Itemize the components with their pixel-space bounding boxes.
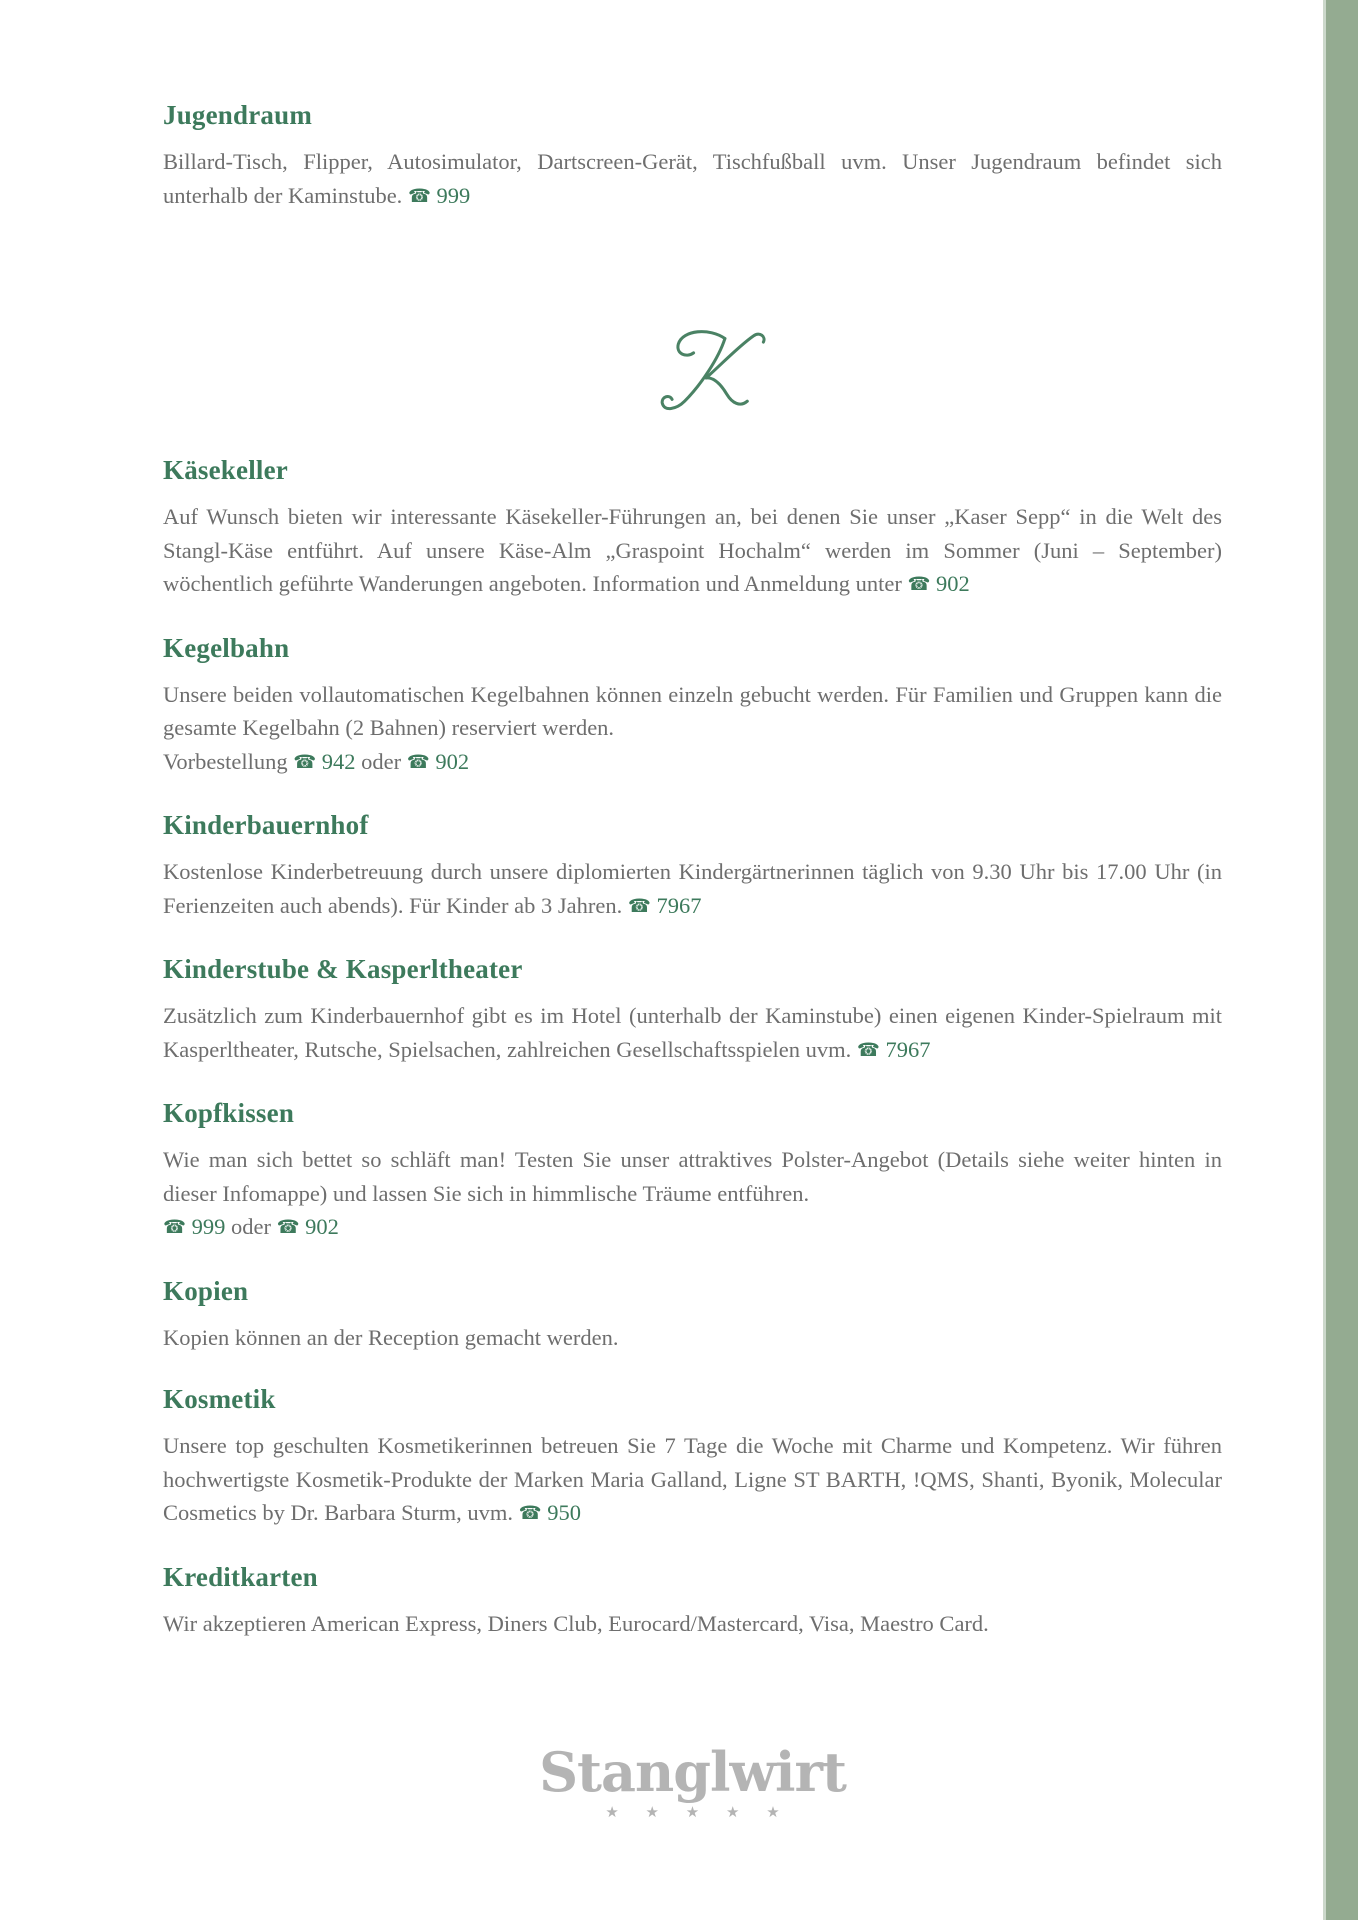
sections-before-divider (163, 99, 1222, 214)
section-title: Kegelbahn (163, 632, 290, 663)
hotel-logo: Stanglwirt (539, 1740, 846, 1804)
paragraph-line (163, 678, 1222, 745)
section-title: Kopfkissen (163, 1098, 295, 1128)
body-text: Kopien können an der Reception gemacht werden. (163, 1324, 619, 1350)
phone-number: 999 (436, 182, 471, 208)
body-text: Vorbestellung (163, 748, 294, 774)
body-text: oder (225, 1214, 277, 1239)
section-title: Kreditkarten (163, 1561, 318, 1592)
telephone-icon: ☎ (163, 1217, 186, 1238)
section-body (163, 145, 1222, 214)
section-title: Kinderbauernhof (163, 810, 369, 840)
paragraph-line (163, 999, 1222, 1068)
five-stars: ★ ★ ★ ★ ★ (605, 1803, 791, 1821)
phone-number: 7967 (885, 1036, 931, 1062)
letter-divider (163, 326, 1222, 425)
phone-extension (408, 183, 470, 208)
section (163, 1097, 1222, 1246)
section-body (163, 500, 1222, 603)
phone-extension (907, 571, 969, 596)
paragraph-line (163, 500, 1222, 603)
section-body (163, 999, 1222, 1068)
phone-number: 950 (547, 1500, 581, 1525)
section (163, 454, 1222, 603)
telephone-icon: ☎ (406, 751, 430, 773)
phone-extension (407, 749, 469, 774)
paragraph-line (163, 745, 1222, 781)
phone-extension (519, 1500, 581, 1525)
section-body (163, 855, 1222, 924)
phone-number: 7967 (656, 892, 702, 918)
telephone-icon: ☎ (518, 1503, 542, 1524)
body-text: Unsere top geschulten Kosmetikerinnen betreuen Sie 7 Tage die Woche mit Charme und Kompetenz. Wir führen hochwertigste Kosmetik-Produkte der Marken Maria Galland, Ligne ST BARTH, !QMS, Shanti, Byonik, Molecular Cosmetics by Dr. Barbara Sturm, uvm. (163, 1433, 1222, 1525)
telephone-icon: ☎ (407, 185, 431, 207)
body-text: Billard-Tisch, Flipper, Autosimulator, Dartscreen-Gerät, Tischfußball uvm. Unser Jugendraum befindet sich unterhalb der Kaminstube. (163, 149, 1222, 208)
paragraph-line (163, 855, 1222, 924)
paragraph-line (163, 1607, 1222, 1641)
telephone-icon: ☎ (293, 751, 317, 773)
right-edge-bar (1323, 0, 1358, 1920)
section-body (163, 1143, 1222, 1246)
script-letter-k-icon (632, 326, 782, 420)
phone-number: 902 (435, 748, 470, 774)
phone-extension (277, 1214, 339, 1239)
paragraph-line (163, 1143, 1222, 1210)
section-title: Kosmetik (163, 1384, 276, 1414)
body-text: Wie man sich bettet so schläft man! Testen Sie unser attraktives Polster-Angebot (Details siehe weiter hinten in dieser Infomappe) und lassen Sie sich in himmlische Träume entführen. (163, 1147, 1222, 1206)
section (163, 1275, 1222, 1355)
phone-number: 902 (936, 571, 970, 596)
phone-number: 999 (191, 1214, 226, 1239)
phone-number: 902 (305, 1214, 339, 1239)
section-title: Kopien (163, 1275, 249, 1306)
body-text: Zusätzlich zum Kinderbauernhof gibt es im Hotel (unterhalb der Kaminstube) einen eigenen Kinder-Spielraum mit Kasperltheater, Rutsche, Spielsachen, zahlreichen Gesellschaftsspielen uvm. (163, 1003, 1222, 1062)
section-body (163, 678, 1222, 781)
phone-extension (293, 749, 355, 774)
section-body (163, 1607, 1222, 1641)
body-text: Wir akzeptieren American Express, Diners Club, Eurocard/Mastercard, Visa, Maestro Card. (163, 1610, 989, 1636)
paragraph-line (163, 1321, 1222, 1355)
section (163, 809, 1222, 924)
section-body (163, 1429, 1222, 1532)
phone-number: 942 (321, 748, 356, 774)
paragraph-line (163, 145, 1222, 214)
telephone-icon: ☎ (276, 1217, 300, 1238)
body-text: Unsere beiden vollautomatischen Kegelbahnen können einzeln gebucht werden. Für Familien und Gruppen kann die gesamte Kegelbahn (2 Bahnen) reserviert werden. (163, 681, 1222, 740)
telephone-icon: ☎ (856, 1039, 880, 1061)
sections-after-divider (163, 454, 1222, 1640)
section (163, 99, 1222, 214)
section-title: Jugendraum (163, 100, 313, 130)
body-text: Kostenlose Kinderbetreuung durch unsere diplomierten Kindergärtnerinnen täglich von 9.30 Uhr bis 17.00 Uhr (in Ferienzeiten auch abends). Für Kinder ab 3 Jahren. (163, 859, 1222, 918)
phone-extension (163, 1214, 225, 1239)
section-title: Käsekeller (163, 455, 288, 485)
section (163, 953, 1222, 1068)
section-title: Kinderstube & Kasperltheater (163, 954, 523, 984)
section (163, 1383, 1222, 1532)
telephone-icon: ☎ (907, 574, 931, 595)
section (163, 632, 1222, 781)
paragraph-line (163, 1429, 1222, 1532)
paragraph-line (163, 1210, 1222, 1246)
telephone-icon: ☎ (627, 895, 651, 917)
phone-extension (857, 1037, 931, 1062)
section (163, 1561, 1222, 1641)
section-body (163, 1321, 1222, 1355)
phone-extension (628, 893, 702, 918)
body-text: oder (355, 748, 407, 774)
body-text: Auf Wunsch bieten wir interessante Käsekeller-Führungen an, bei denen Sie unser „Kaser Sepp“ in die Welt des Stangl-Käse entführt. Auf unsere Käse-Alm „Graspoint Hochalm“ werden im Sommer (Juni – September) wöchentlich geführte Wanderungen angeboten. Information und Anmeldung unter (163, 504, 1222, 596)
page-footer (163, 1740, 1222, 1821)
